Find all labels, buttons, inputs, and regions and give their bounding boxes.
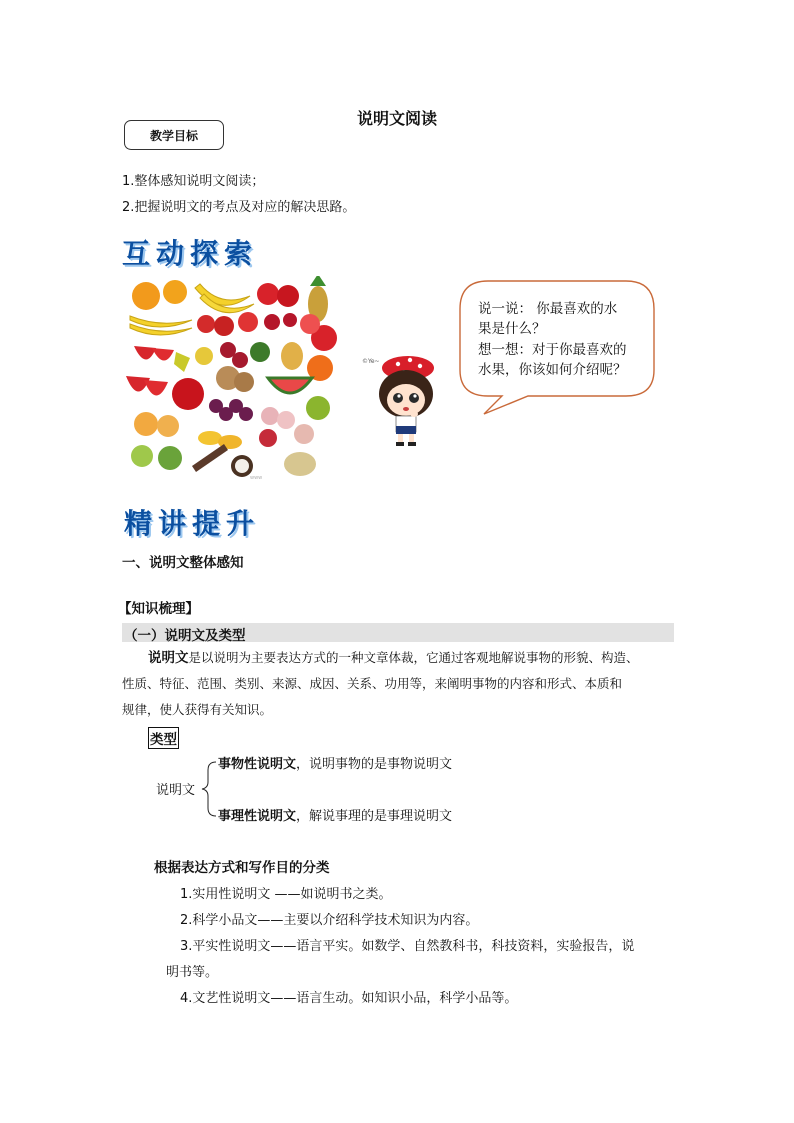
- fruit-illustration: [120, 276, 352, 482]
- definition-term: 说明文: [148, 650, 189, 666]
- fruit-image: [120, 276, 352, 482]
- knowledge-heading: 【知识梳理】: [118, 601, 199, 617]
- types-label: 类型: [148, 727, 179, 749]
- definition-line-2: 性质、特征、范围、类别、来源、成因、关系、功用等，来阐明事物的内容和形式、本质和: [122, 676, 623, 691]
- branch-2-term: 事理性说明文: [218, 809, 297, 824]
- branch-2-desc: ，解说事理的是事理说明文: [296, 809, 453, 824]
- bubble-line-3: 想一想：对于你最喜欢的: [478, 342, 627, 358]
- definition-line-3: 规律，使人获得有关知识。: [122, 702, 273, 717]
- cartoon-girl-illustration: [362, 350, 448, 450]
- bubble-line-4: 水果，你该如何介绍呢？: [478, 362, 627, 378]
- svg-text:www: www: [250, 475, 263, 481]
- branch-1-desc: ，说明事物的是事物说明文: [296, 757, 453, 772]
- tree-brace: [200, 760, 220, 818]
- teaching-goal-label: 教学目标: [149, 128, 198, 143]
- figure-caption: ©Ye~: [362, 358, 380, 365]
- sub-heading: （一）说明文及类型: [124, 628, 246, 644]
- bubble-line-2: 果是什么？: [478, 321, 546, 337]
- classification-heading: 根据表达方式和写作目的分类: [154, 860, 330, 876]
- tree-branch-2: [218, 805, 452, 824]
- page-title: 说明文阅读: [356, 109, 437, 128]
- definition-line-1: [148, 645, 639, 671]
- definition-text-1: 是以说明为主要表达方式的一种文章体裁，它通过客观地解说事物的形貌、构造、: [188, 650, 639, 665]
- tree-branch-1: [218, 753, 452, 772]
- bubble-line-1: 说一说： 你最喜欢的水: [478, 301, 618, 317]
- teaching-goal-box: [124, 120, 224, 150]
- classification-item-1: 1.实用性说明文 ——如说明书之类。: [180, 887, 392, 902]
- goal-item-1: 1.整体感知说明文阅读；: [122, 174, 265, 189]
- branch-1-term: 事物性说明文: [218, 757, 297, 772]
- tree-root: 说明文: [156, 783, 196, 798]
- section-heading: 一、说明文整体感知: [122, 555, 244, 571]
- classification-item-2: 2.科学小品文——主要以介绍科学技术知识为内容。: [180, 913, 479, 928]
- cartoon-girl-image: [362, 350, 448, 450]
- classification-item-4: 4.文艺性说明文——语言生动。如知识小品，科学小品等。: [180, 991, 518, 1006]
- banner-lecture-improve: 精讲提升: [124, 507, 261, 540]
- goal-item-2: 2.把握说明文的考点及对应的解决思路。: [122, 200, 356, 215]
- classification-item-3: 3.平实性说明文——语言平实。如数学、自然教科书，科技资料，实验报告，说: [180, 939, 635, 954]
- banner-interactive-explore: 互动探索: [122, 237, 259, 270]
- classification-item-3-cont: 明书等。: [166, 965, 219, 980]
